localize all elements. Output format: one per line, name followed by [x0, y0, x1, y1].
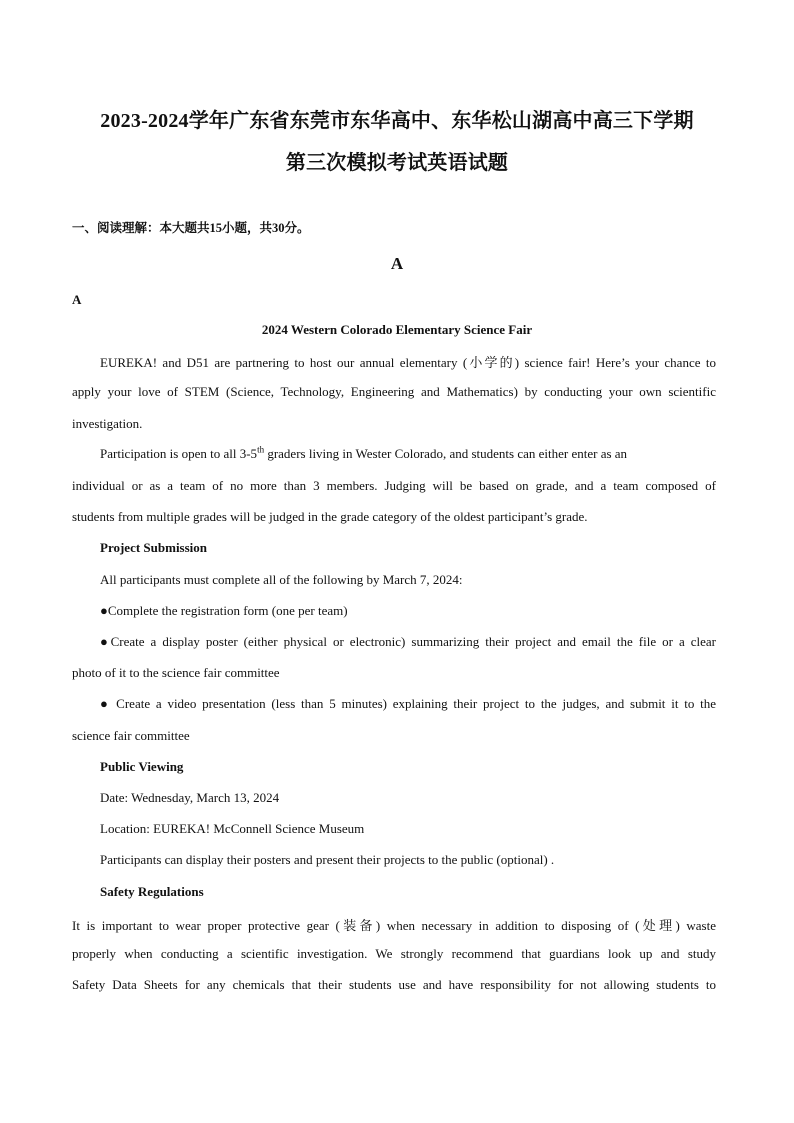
passage-sub-letter: A — [72, 292, 82, 307]
participation-line-3: students from multiple grades will be judged in the grade category of the oldest participant’s grade. — [72, 509, 588, 524]
passage-letter: A — [390, 254, 404, 273]
bullet-video-line-2: science fair committee — [72, 728, 190, 743]
participation-line-1 — [100, 446, 716, 462]
public-viewing-heading: Public Viewing — [100, 759, 184, 774]
intro-line-2: apply your love of STEM (Science, Technology, Engineering and Mathematics) by conducting your own scientific — [72, 384, 716, 399]
exam-title-line1: 2023-2024学年广东省东莞市东华高中、东华松山湖高中高三下学期 — [100, 110, 694, 132]
public-viewing-date: Date: Wednesday, March 13, 2024 — [100, 790, 280, 805]
bullet-video-line-1: ● Create a video presentation (less than 5 minutes) explaining their project to the judges, and submit it to the — [100, 696, 716, 711]
participation-line-1-before: Participation is open to all 3-5 — [100, 446, 258, 461]
safety-line-2: properly when conducting a scientific investigation. We strongly recommend that guardians look up and study — [72, 946, 716, 961]
public-viewing-location: Location: EUREKA! McConnell Science Museum — [100, 821, 365, 836]
bullet-poster-line-2: photo of it to the science fair committee — [72, 665, 280, 680]
safety-heading: Safety Regulations — [100, 884, 204, 899]
bullet-poster-line-1: ●Create a display poster (either physical or electronic) summarizing their project and email the file or a clear — [100, 634, 716, 649]
participation-line-2: individual or as a team of no more than 3 members. Judging will be based on grade, and a team composed of — [72, 478, 716, 493]
participation-line-1-after: graders living in Wester Colorado, and students can either enter as an — [264, 446, 628, 461]
intro-line-1: EUREKA! and D51 are partnering to host our annual elementary (小学的) science fair! Here’s your chance to — [100, 355, 716, 370]
safety-line-1: It is important to wear proper protective gear (装备) when necessary in addition to disposing of (处理) waste — [72, 918, 716, 933]
bullet-registration: ●Complete the registration form (one per team) — [100, 603, 348, 618]
project-submission-heading: Project Submission — [100, 540, 208, 555]
article-title: 2024 Western Colorado Elementary Science Fair — [261, 322, 533, 337]
safety-line-3: Safety Data Sheets for any chemicals that their students use and have responsibility for not allowing students to — [72, 977, 716, 992]
public-viewing-note: Participants can display their posters and present their projects to the public (optional) . — [100, 852, 555, 867]
exam-title-line2: 第三次模拟考试英语试题 — [285, 152, 509, 174]
intro-line-3: investigation. — [72, 416, 143, 431]
project-submission-lead: All participants must complete all of the following by March 7, 2024: — [100, 572, 463, 587]
ordinal-suffix: th — [257, 444, 265, 455]
section-heading: 一、阅读理解：本大题共15小题，共30分。 — [72, 221, 310, 235]
